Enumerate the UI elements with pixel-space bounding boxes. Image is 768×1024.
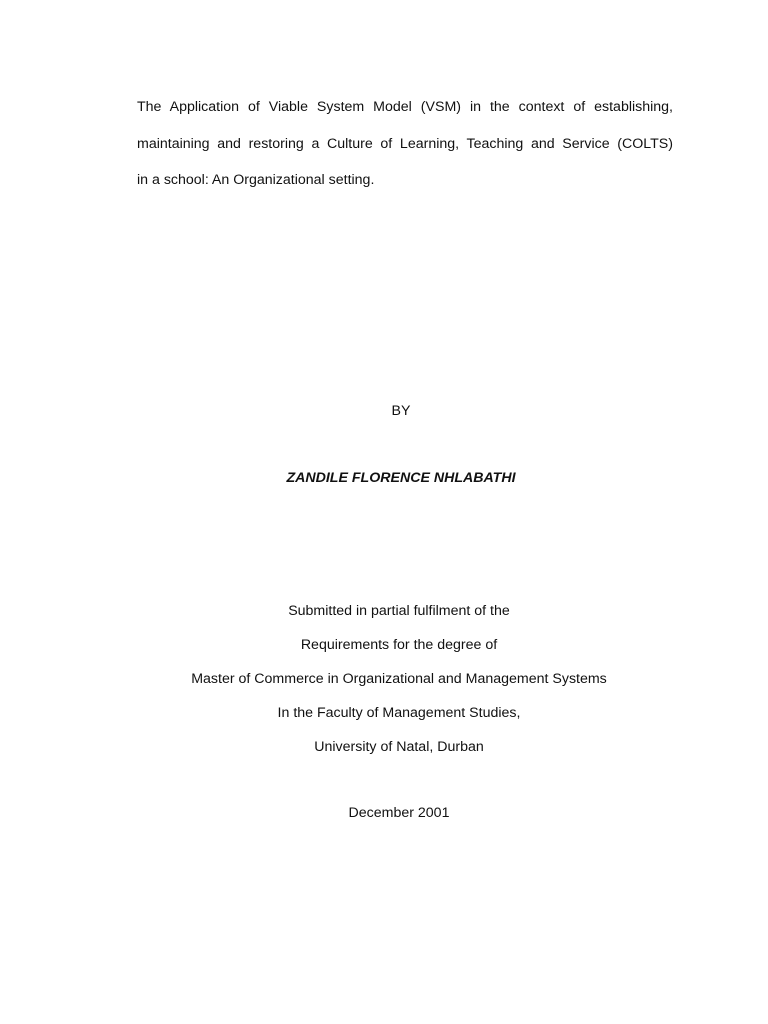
submission-line-3: Master of Commerce in Organizational and Management Systems — [191, 671, 607, 687]
by-label: BY — [391, 403, 411, 419]
submission-date: December 2001 — [348, 805, 450, 821]
thesis-title — [137, 97, 673, 207]
thesis-title-line-3: in a school: An Organizational setting. — [137, 172, 375, 188]
submission-line-1: Submitted in partial fulfilment of the — [288, 603, 510, 619]
thesis-title-line-2: maintaining and restoring a Culture of Learning, Teaching and Service (COLTS) — [137, 135, 673, 152]
author-name: ZANDILE FLORENCE NHLABATHI — [286, 470, 516, 486]
submission-line-2: Requirements for the degree of — [300, 637, 498, 653]
submission-line-5: University of Natal, Durban — [314, 739, 484, 755]
thesis-title-line-1: The Application of Viable System Model (VSM) in the context of establishing, — [137, 99, 673, 115]
submission-line-4: In the Faculty of Management Studies, — [277, 705, 521, 721]
